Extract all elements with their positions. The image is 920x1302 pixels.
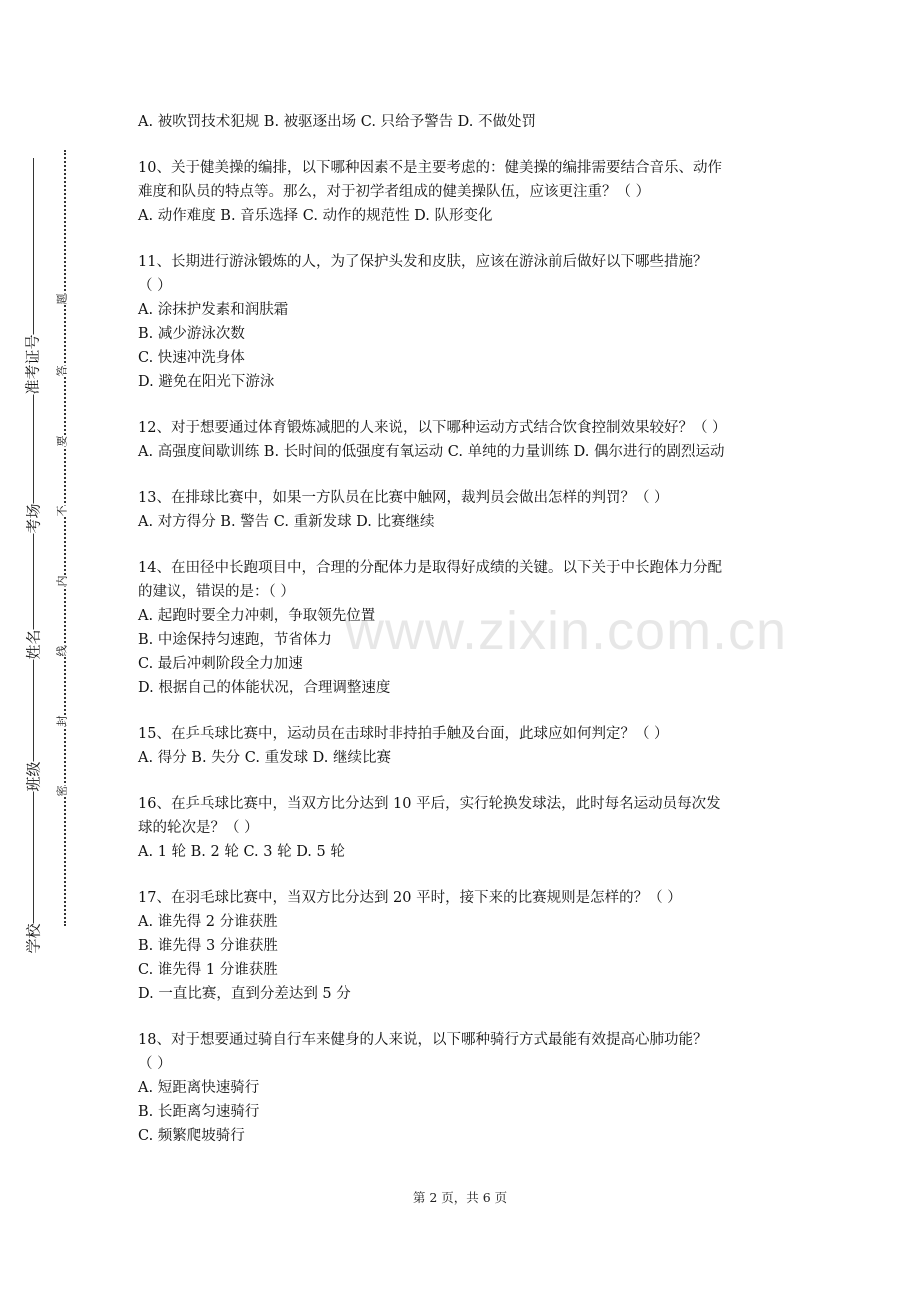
- binding-dotted-line: [64, 150, 66, 926]
- question-line: 12、对于想要通过体育锻炼减肥的人来说，以下哪种运动方式结合饮食控制效果较好？（ ）: [138, 420, 727, 436]
- option-b: B. 长距离匀速骑行: [138, 1104, 260, 1120]
- question-17: [138, 886, 788, 1006]
- question-line: 11、长期进行游泳锻炼的人，为了保护头发和皮肤，应该在游泳前后做好以下哪些措施？: [138, 254, 708, 270]
- question-line: 14、在田径中长跑项目中，合理的分配体力是取得好成绩的关键。以下关于中长跑体力分配: [138, 560, 722, 576]
- exam-number-label: 准考证号: [20, 334, 45, 394]
- option-a: A. 短距离快速骑行: [138, 1080, 260, 1096]
- school-label: 学校: [21, 923, 46, 953]
- option-b: B. 减少游泳次数: [138, 326, 245, 342]
- option-d: D. 根据自己的体能状况，合理调整速度: [138, 680, 391, 696]
- seal-mark: 内: [53, 576, 71, 587]
- question-14: [138, 556, 788, 700]
- question-line: 15、在乒乓球比赛中，运动员在击球时非持拍手触及台面，此球应如何判定？（ ）: [138, 726, 669, 742]
- option-c: C. 谁先得 1 分谁获胜: [138, 962, 278, 978]
- question-line: 13、在排球比赛中，如果一方队员在比赛中触网，裁判员会做出怎样的判罚？（ ）: [138, 490, 669, 506]
- watermark: www.zixin.com.cn: [345, 601, 788, 661]
- option-c: C. 快速冲洗身体: [138, 350, 245, 366]
- question-line: 16、在乒乓球比赛中，当双方比分达到 10 平后，实行轮换发球法，此时每名运动员每次发: [138, 796, 721, 812]
- option-a: A. 起跑时要全力冲刺，争取领先位置: [138, 608, 376, 624]
- option-a: A. 涂抹护发素和润肤霜: [138, 302, 289, 318]
- question-line: 17、在羽毛球比赛中，当双方比分达到 20 平时，接下来的比赛规则是怎样的？（ ）: [138, 890, 682, 906]
- question-options: A. 得分 B. 失分 C. 重发球 D. 继续比赛: [138, 750, 392, 766]
- question-line: A. 被吹罚技术犯规 B. 被驱逐出场 C. 只给予警告 D. 不做处罚: [138, 114, 537, 130]
- question-15: [138, 722, 788, 770]
- page-number: 第 2 页，共 6 页: [412, 1190, 508, 1205]
- question-18: [138, 1028, 788, 1148]
- option-d: D. 一直比赛，直到分差达到 5 分: [138, 986, 351, 1002]
- question-options: A. 高强度间歇训练 B. 长时间的低强度有氧运动 C. 单纯的力量训练 D. 偶尔进行的剧烈运动: [138, 444, 725, 460]
- seal-mark: 题: [53, 294, 71, 305]
- option-a: A. 谁先得 2 分谁获胜: [138, 914, 278, 930]
- option-c: C. 最后冲刺阶段全力加速: [138, 656, 303, 672]
- question-list: [138, 110, 788, 1148]
- name-label: 姓名: [21, 629, 46, 659]
- class-label: 班级: [21, 761, 46, 791]
- seal-mark: 不: [53, 506, 71, 517]
- binding-solid-line: [33, 158, 34, 938]
- question-line: 18、对于想要通过骑自行车来健身的人来说，以下哪种骑行方式最能有效提高心肺功能？: [138, 1032, 708, 1048]
- question-line: 10、关于健美操的编排，以下哪种因素不是主要考虑的：健美操的编排需要结合音乐、动作: [138, 160, 722, 176]
- seal-mark: 密: [53, 786, 71, 797]
- option-c: C. 频繁爬坡骑行: [138, 1128, 245, 1144]
- question-11: [138, 250, 788, 394]
- seal-mark: 答: [53, 366, 71, 377]
- question-line: 的建议，错误的是：（ ）: [138, 584, 295, 600]
- option-b: B. 中途保持匀速跑，节省体力: [138, 632, 332, 648]
- seal-mark: 封: [53, 716, 71, 727]
- seal-mark: 要: [53, 436, 71, 447]
- exam-room-label: 考场: [21, 503, 46, 533]
- option-b: B. 谁先得 3 分谁获胜: [138, 938, 278, 954]
- option-d: D. 避免在阳光下游泳: [138, 374, 275, 390]
- question-16: [138, 792, 788, 864]
- question-12: [138, 416, 788, 464]
- question-line: 球的轮次是？（ ）: [138, 820, 259, 836]
- question-10: [138, 156, 788, 228]
- question-options: A. 对方得分 B. 警告 C. 重新发球 D. 比赛继续: [138, 514, 435, 530]
- question-options: A. 1 轮 B. 2 轮 C. 3 轮 D. 5 轮: [138, 844, 345, 860]
- question-9-options: [138, 110, 788, 134]
- question-options: A. 动作难度 B. 音乐选择 C. 动作的规范性 D. 队形变化: [138, 208, 493, 224]
- question-line: （ ）: [138, 278, 172, 294]
- question-line: （ ）: [138, 1056, 172, 1072]
- seal-mark: 线: [53, 646, 71, 657]
- question-13: [138, 486, 788, 534]
- question-line: 难度和队员的特点等。那么，对于初学者组成的健美操队伍，应该更注重？（ ）: [138, 184, 651, 200]
